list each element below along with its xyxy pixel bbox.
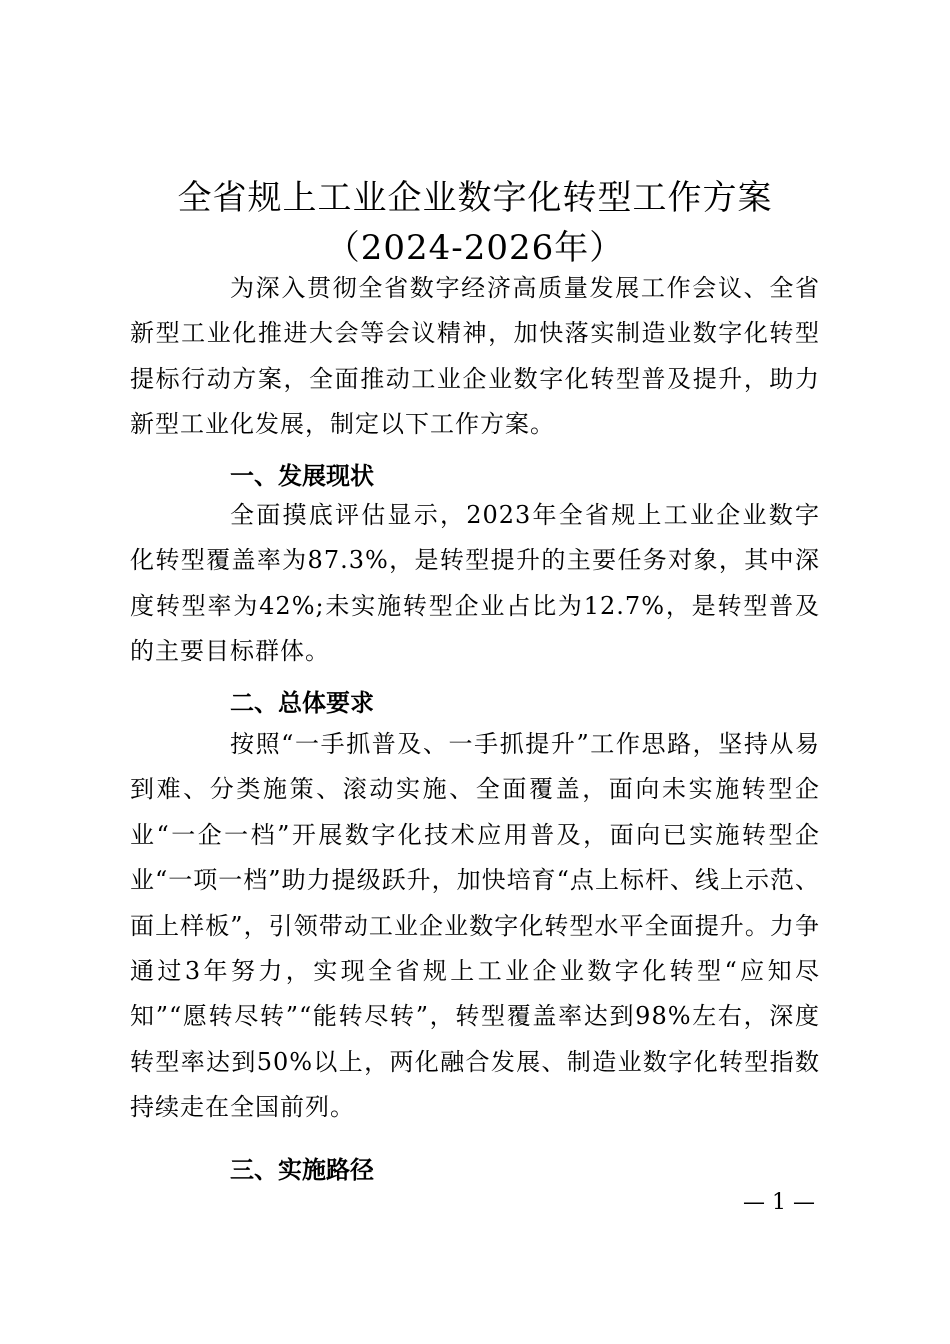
document-title: 全省规上工业企业数字化转型工作方案	[177, 178, 773, 218]
section-heading-implementation-path: 三、实施路径	[230, 1156, 374, 1184]
general-requirements-paragraph: 按照“一手抓普及、一手抓提升”工作思路，坚持从易到难、分类施策、滚动实施、全面覆盖，面向未实施转型企业“一企一档”开展数字化技术应用普及，面向已实施转型企业“一项一档”助力提级跃升，加快培育“点上标杆、线上示范、面上样板”，引领带动工业企业数字化转型水平全面提升。力争通过3年努力，实现全省规上工业企业数字化转型“应知尽知”“愿转尽转”“能转尽转”，转型覆盖率达到98%左右，深度转型率达到50%以上，两化融合发展、制造业数字化转型指数持续走在全国前列。	[130, 730, 820, 1122]
page-number: — 1 —	[743, 1190, 815, 1215]
current-status-paragraph: 全面摸底评估显示，2023年全省规上工业企业数字化转型覆盖率为87.3%，是转型提升的主要任务对象，其中深度转型率为42%;未实施转型企业占比为12.7%，是转型普及的主要目标群体。	[130, 501, 820, 666]
section-heading-general-requirements: 二、总体要求	[230, 689, 374, 717]
document-subtitle-years: （2024-2026年）	[325, 228, 625, 268]
section-heading-current-status: 一、发展现状	[230, 462, 374, 490]
intro-paragraph: 为深入贯彻全省数字经济高质量发展工作会议、全省新型工业化推进大会等会议精神，加快落实制造业数字化转型提标行动方案，全面推动工业企业数字化转型普及提升，助力新型工业化发展，制定以下工作方案。	[130, 274, 820, 439]
